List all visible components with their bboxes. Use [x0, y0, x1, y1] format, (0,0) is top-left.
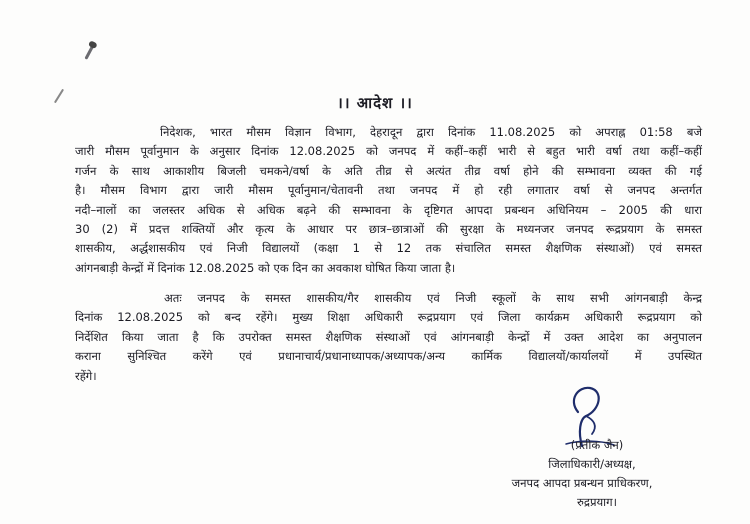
paragraph-line: दिनांक 12.08.2025 को बन्द रहेंगे। मुख्य शिक्षा अधिकारी रूद्रप्रयाग एवं जिला कार्यक्रम अधिकारी रूद्रप्रयाग को	[75, 310, 702, 325]
punch-mark	[84, 44, 94, 60]
paragraph-line: नदी–नालों का जलस्तर अधिक से अधिक बढ़ने की सम्भावना के दृष्टिगत आपदा प्रबन्धन अधिनियम – 2005 की धारा	[75, 202, 702, 217]
signatory-authority: जनपद आपदा प्रबन्धन प्राधिकरण,	[511, 476, 653, 490]
signatory-place: रुद्रप्रयाग।	[576, 495, 617, 509]
paragraph-line: जारी मौसम पूर्वानुमान के अनुसार दिनांक 12.08.2025 को जनपद में कहीं–कहीं भारी से बहुत भारी वर्षा तथा कहीं–कहीं	[75, 144, 702, 159]
signatory-designation: जिलाधिकारी/अध्यक्ष,	[548, 457, 636, 471]
paragraph-line: आंगनबाड़ी केन्द्रों में दिनांक 12.08.2025 को एक दिन का अवकाश घोषित किया जाता है।	[75, 260, 456, 275]
signatory-name: (प्रतीक जैन)	[570, 438, 624, 452]
paragraph-line: कराना सुनिश्चित करेंगे एवं प्रधानाचार्य/प्रधानाध्यापक/अध्यापक/अन्य कार्मिक विद्यालयों/कार्यालयों में उपस्थित	[75, 349, 702, 364]
order-paragraph-1	[75, 123, 702, 278]
order-paragraph-2	[75, 289, 702, 386]
paragraph-line: है। मौसम विभाग द्वारा जारी मौसम पूर्वानुमान/चेतावनी तथा जनपद में हो रही लगातार वर्षा से जनपद अन्तर्गत	[75, 183, 702, 198]
paragraph-line: रहेंगे।	[75, 368, 97, 383]
paragraph-line: निदेशक, भारत मौसम विज्ञान विभाग, देहरादून द्वारा दिनांक 11.08.2025 को अपराह्न 01:58 बजे	[160, 125, 702, 139]
order-title: ।। आदेश ।।	[337, 94, 413, 112]
paragraph-line: निर्देशित किया जाता है कि उपरोक्त समस्त शैक्षणिक संस्थाओं एवं आंगनबाड़ी केन्द्रों में उक्त आदेश का अनुपालन	[75, 329, 702, 344]
signatory-block	[482, 436, 682, 512]
paragraph-line: गर्जन के साथ आकाशीय बिजली चमकने/वर्षा के अति तीव्र से अत्यंत तीव्र वर्षा होने की सम्भावना व्यक्त की गई	[75, 163, 702, 178]
paragraph-line: शासकीय, अर्द्धशासकीय एवं निजी विद्यालयों (कक्षा 1 से 12 तक संचालित समस्त शैक्षणिक संस्थाओं) एवं समस्त	[75, 241, 702, 256]
paragraph-line: 30 (2) में प्रदत्त शक्तियों और कृत्य के आधार पर छात्र–छात्राओं की सुरक्षा के मध्यनजर जनपद रूद्रप्रयाग के समस्त	[75, 222, 702, 237]
paragraph-line: अतः जनपद के समस्त शासकीय/गैर शासकीय एवं निजी स्कूलों के साथ सभी आंगनबाड़ी केन्द्र	[164, 291, 702, 305]
